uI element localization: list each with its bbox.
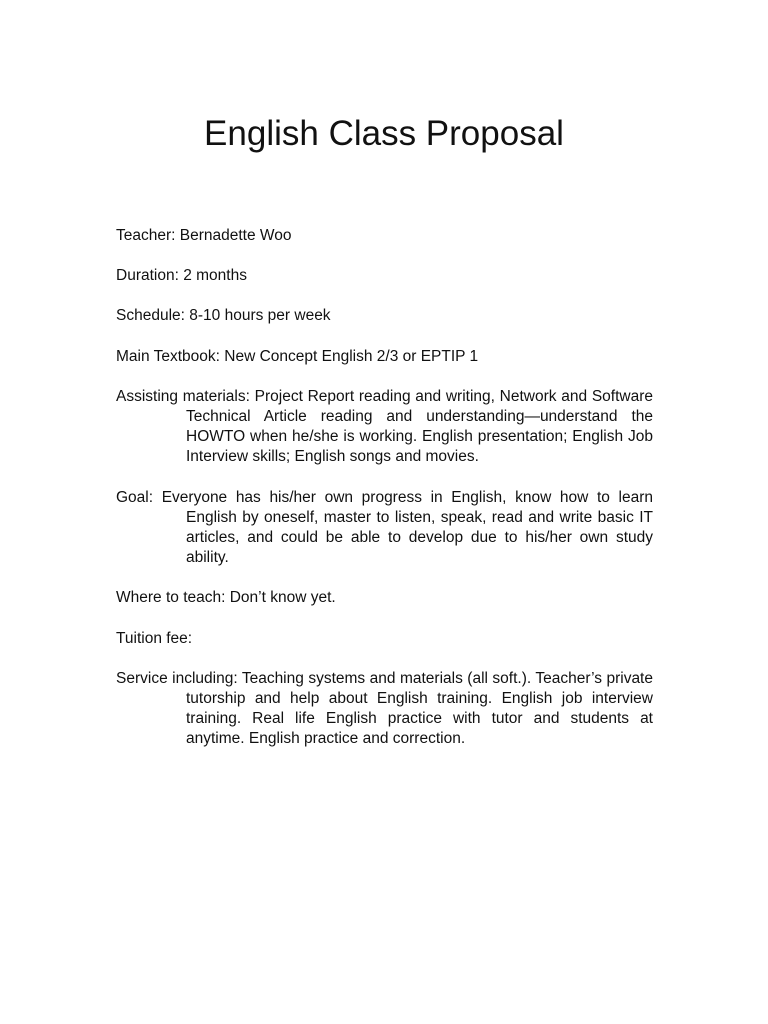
field-label: Duration: — [116, 267, 179, 285]
schedule-field — [116, 306, 653, 326]
tuition-fee-field — [116, 629, 653, 649]
field-value: Everyone has his/her own progress in English, know how to learn English by oneself, master to listen, speak, read and write basic IT articles, and could be able to develop due to his/her own study ability. — [153, 488, 653, 567]
duration-field — [116, 266, 653, 286]
field-value: Don’t know yet. — [225, 589, 336, 607]
field-label: Assisting materials: — [116, 387, 250, 405]
document-title: English Class Proposal — [204, 114, 564, 153]
field-value: 2 months — [178, 267, 247, 285]
field-label: Goal: — [116, 488, 154, 506]
field-value: Bernadette Woo — [175, 227, 292, 244]
where-to-teach-field — [116, 588, 653, 608]
teacher-field — [116, 226, 653, 246]
field-label: Tuition fee: — [116, 629, 193, 647]
field-label: Service including: — [116, 669, 238, 687]
field-value: 8-10 hours per week — [184, 307, 331, 325]
field-label: Schedule: — [116, 307, 185, 325]
service-including-field — [116, 669, 653, 750]
main-textbook-field — [116, 347, 653, 367]
field-label: Main Textbook: — [116, 347, 220, 365]
field-value: Project Report reading and writing, Network and Software Technical Article reading and understanding—understand the HOWTO when he/she is working. English presentation; English Job Interview skills; English songs and movies. — [186, 387, 653, 466]
document-body — [116, 226, 653, 770]
field-value: New Concept English 2/3 or EPTIP 1 — [219, 347, 479, 365]
field-label: Where to teach: — [116, 589, 226, 607]
field-label: Teacher: — [116, 227, 176, 244]
goal-field — [116, 488, 653, 569]
field-value: Teaching systems and materials (all soft.). Teacher’s private tutorship and help about English training. English job interview training. Real life English practice with tutor and students at anytime. English practice and correction. — [186, 669, 653, 748]
assisting-materials-field — [116, 387, 653, 468]
